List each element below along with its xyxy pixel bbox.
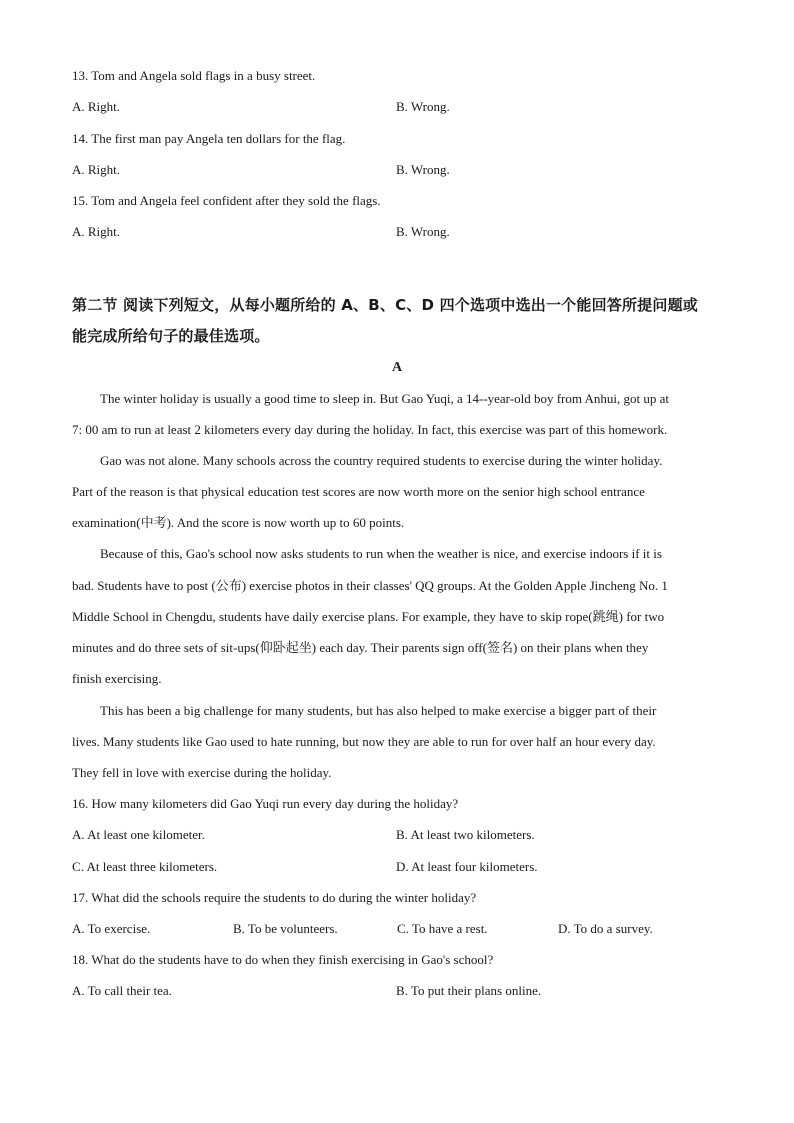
passage-line: Part of the reason is that physical education test scores are now worth more on the senior high school entrance — [72, 484, 645, 499]
question-17-option-d: D. To do a survey. — [558, 921, 653, 936]
question-13-option-a: A. Right. — [72, 99, 121, 114]
passage-line: examination(中考). And the score is now worth up to 60 points. — [72, 515, 405, 530]
passage-line: lives. Many students like Gao used to hate running, but now they are able to run for over half an hour every day. — [72, 734, 656, 749]
section-2-heading-line-2: 能完成所给句子的最佳选项。 — [72, 327, 270, 345]
passage-line: finish exercising. — [72, 671, 162, 686]
passage-line: They fell in love with exercise during the holiday. — [72, 765, 332, 780]
passage-line: minutes and do three sets of sit-ups(仰卧起坐) each day. Their parents sign off(签名) on their plans when they — [72, 640, 649, 655]
question-16-stem: 16. How many kilometers did Gao Yuqi run every day during the holiday? — [72, 796, 459, 811]
question-14-option-a: A. Right. — [72, 162, 121, 177]
passage-line: The winter holiday is usually a good time to sleep in. But Gao Yuqi, a 14--year-old boy from Anhui, got up at — [100, 391, 669, 406]
question-16-option-d: D. At least four kilometers. — [396, 859, 538, 874]
question-17-option-c: C. To have a rest. — [397, 921, 488, 936]
question-16-option-b: B. At least two kilometers. — [396, 827, 535, 842]
question-18-option-a: A. To call their tea. — [72, 983, 172, 998]
question-17-option-a: A. To exercise. — [72, 921, 151, 936]
question-18-stem: 18. What do the students have to do when they finish exercising in Gao's school? — [72, 952, 494, 967]
question-14-stem: 14. The first man pay Angela ten dollars for the flag. — [72, 131, 346, 146]
passage-a-title: A — [391, 360, 403, 375]
question-15-stem: 15. Tom and Angela feel confident after they sold the flags. — [72, 193, 381, 208]
question-13-stem: 13. Tom and Angela sold flags in a busy street. — [72, 68, 316, 83]
section-2-heading-line-1: 第二节 阅读下列短文，从每小题所给的 A、B、C、D 四个选项中选出一个能回答所提问题或 — [72, 296, 698, 314]
passage-line: Middle School in Chengdu, students have daily exercise plans. For example, they have to skip rope(跳绳) for two — [72, 609, 665, 624]
question-15-option-b: B. Wrong. — [396, 224, 450, 239]
question-14-option-b: B. Wrong. — [396, 162, 450, 177]
passage-line: Gao was not alone. Many schools across the country required students to exercise during the winter holiday. — [100, 453, 663, 468]
passage-line: 7: 00 am to run at least 2 kilometers every day during the holiday. In fact, this exercise was part of this homework. — [72, 422, 668, 437]
passage-line: bad. Students have to post (公布) exercise photos in their classes' QQ groups. At the Golden Apple Jincheng No. 1 — [72, 578, 668, 593]
passage-line: This has been a big challenge for many students, but has also helped to make exercise a bigger part of their — [100, 703, 657, 718]
question-16-option-c: C. At least three kilometers. — [72, 859, 218, 874]
question-18-option-b: B. To put their plans online. — [396, 983, 542, 998]
question-15-option-a: A. Right. — [72, 224, 121, 239]
question-16-option-a: A. At least one kilometer. — [72, 827, 205, 842]
question-13-option-b: B. Wrong. — [396, 99, 450, 114]
question-17-option-b: B. To be volunteers. — [233, 921, 338, 936]
question-17-stem: 17. What did the schools require the students to do during the winter holiday? — [72, 890, 477, 905]
passage-line: Because of this, Gao's school now asks students to run when the weather is nice, and exercise indoors if it is — [100, 546, 662, 561]
